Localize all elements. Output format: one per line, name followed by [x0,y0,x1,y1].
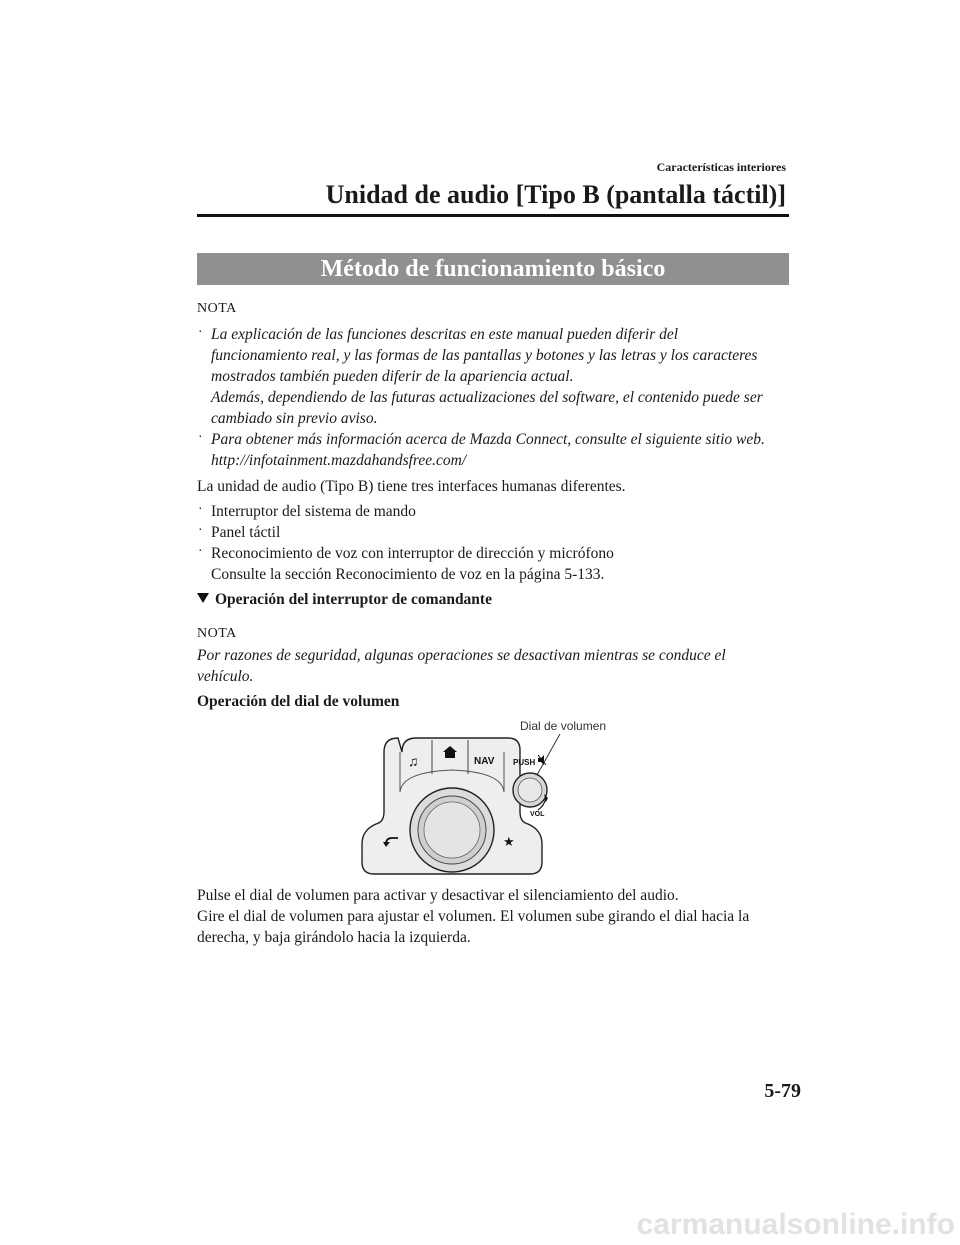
nota-link[interactable]: http://infotainment.mazdahandsfree.com/ [211,452,467,469]
music-note-icon[interactable] [408,753,419,769]
commander-dial-center[interactable] [424,802,480,858]
volume-dial-center[interactable] [518,778,542,802]
nota-line: Por razones de seguridad, algunas operaciones se desactivan mientras se conduce el [197,647,726,664]
nota-line: La explicación de las funciones descritas en este manual pueden diferir del [211,326,679,343]
callout-label: Dial de volumen [520,719,607,733]
interface-item: Interruptor del sistema de mando [211,503,416,520]
nota-label: NOTA [197,626,237,641]
volume-heading: Operación del dial de volumen [197,693,400,710]
topic-banner: Método de funcionamiento básico [197,253,789,285]
svg-text:★: ★ [503,834,515,849]
mute-icon [538,755,546,765]
nota-label: NOTA [197,301,237,316]
section-title: Unidad de audio [Tipo B (pantalla táctil)] [325,180,786,209]
favorite-star-icon[interactable] [503,834,515,849]
chapter-title: Características interiores [656,160,786,174]
subheading: Operación del interruptor de comandante [197,591,492,609]
body-line: derecha, y baja girándolo hacia la izquierda. [197,929,471,946]
watermark: carmanualsonline.info [636,1208,955,1241]
page-number: 5-79 [764,1080,801,1102]
header-rule [197,214,789,217]
body-line: Pulse el dial de volumen para activar y desactivar el silenciamiento del audio. [197,887,679,904]
nav-button[interactable]: NAV [474,756,495,767]
intro-text: La unidad de audio (Tipo B) tiene tres interfaces humanas diferentes. [197,478,626,495]
nota-line: Para obtener más información acerca de Mazda Connect, consulte el siguiente sitio web. [211,431,765,448]
svg-text:♫: ♫ [408,753,419,769]
vol-label: VOL [530,811,545,818]
interface-note: Consulte la sección Reconocimiento de voz en la página 5-133. [211,566,605,583]
commander-switch-figure [350,712,630,882]
body-line: Gire el dial de volumen para ajustar el volumen. El volumen sube girando el dial hacia la [197,908,750,925]
nota-line: Además, dependiendo de las futuras actualizaciones del software, el contenido puede ser [211,389,763,406]
interface-item: Panel táctil [211,524,281,541]
triangle-marker-icon [197,593,209,603]
bullet-dot: · [198,502,203,517]
bullet-dot: · [198,544,203,559]
nota-line: mostrados también pueden diferir de la apariencia actual. [211,368,574,385]
nota-line: vehículo. [197,668,254,685]
nota-line: cambiado sin previo aviso. [211,410,378,427]
push-label: PUSH [513,758,536,767]
bullet-dot: · [198,430,203,445]
nota-line: funcionamiento real, y las formas de las pantallas y botones y las letras y los caracteres [211,347,758,364]
bullet-dot: · [198,523,203,538]
interface-item: Reconocimiento de voz con interruptor de dirección y micrófono [211,545,614,562]
bullet-dot: · [198,325,203,340]
